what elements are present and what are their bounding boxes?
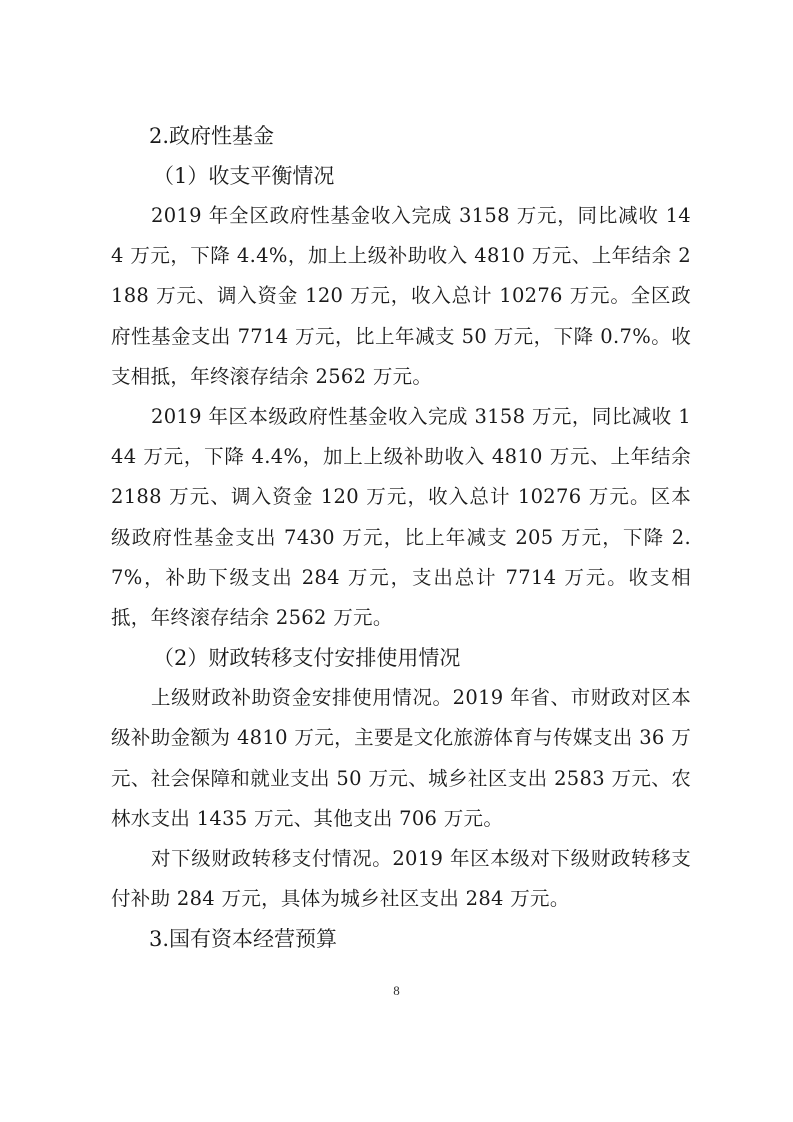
paragraph-district-fund-summary: 2019 年全区政府性基金收入完成 3158 万元，同比减收 144 万元，下降 4.4%，加上上级补助收入 4810 万元、上年结余 2188 万元、调入资金 120 万元，收入总计 10276 万元。全区政府性基金支出 7714 万元，比上年减支 50 万元，下降 0.7%。收支相抵，年终滚存结余 2562 万元。 xyxy=(111,204,691,388)
paragraph-district-level-fund-summary: 2019 年区本级政府性基金收入完成 3158 万元，同比减收 144 万元，下降 4.4%，加上上级补助收入 4810 万元、上年结余 2188 万元、调入资金 120 万元，收入总计 10276 万元。区本级政府性基金支出 7430 万元，比上年减支 205 万元，下降 2.7%，补助下级支出 284 万元，支出总计 7714 万元。收支相抵，年终滚存结余 2562 万元。 xyxy=(111,405,691,630)
subsection-1-heading: （1）收支平衡情况 xyxy=(153,164,335,188)
paragraph-lower-level-transfer: 对下级财政转移支付情况。2019 年区本级对下级财政转移支付补助 284 万元，具体为城乡社区支出 284 万元。 xyxy=(111,847,691,911)
paragraph-upper-level-subsidy: 上级财政补助资金安排使用情况。2019 年省、市财政对区本级补助金额为 4810 万元，主要是文化旅游体育与传媒支出 36 万元、社会保障和就业支出 50 万元、城乡社区支出 2583 万元、农林水支出 1435 万元、其他支出 706 万元。 xyxy=(111,686,691,830)
page-number: 8 xyxy=(393,983,400,998)
section-3-heading: 3.国有资本经营预算 xyxy=(149,927,338,952)
page-content xyxy=(111,116,691,959)
subsection-2-heading: （2）财政转移支付安排使用情况 xyxy=(153,646,461,671)
section-2-heading: 2.政府性基金 xyxy=(149,124,275,148)
